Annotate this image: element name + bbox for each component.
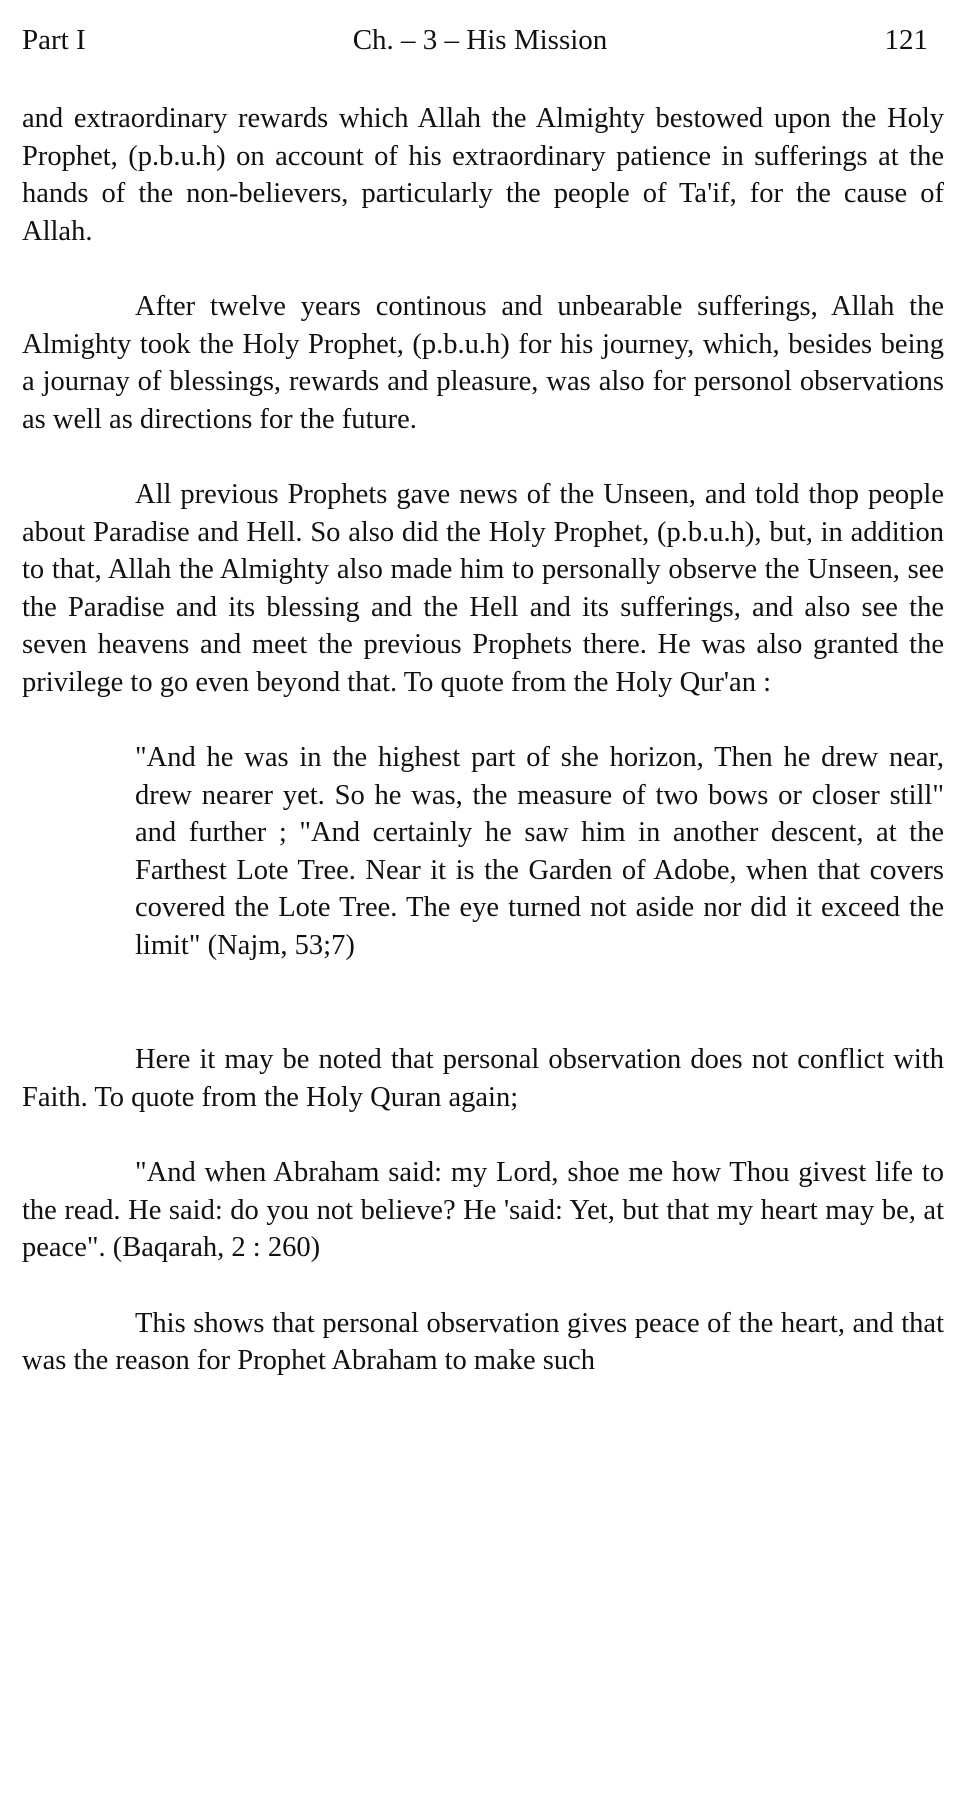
paragraph-1: and extraordinary rewards which Allah the Almighty bestowed upon the Holy Prophet, (p.b.u.h) on account of his extraordinary patience in sufferings at the hands of the non-believers, particularly the people of Ta'if, for the cause of Allah. — [22, 103, 944, 247]
paragraph-3: All previous Prophets gave news of the Unseen, and told thop people about Paradise and Hell. So also did the Holy Prophet, (p.b.u.h), but, in addition to that, Allah the Almighty also made him to personally observe the Unseen, see the Paradise and its blessing and the Hell and its sufferings, and also see the seven heavens and meet the previous Prophets there. He was also granted the privilege to go even beyond that. To quote from the Holy Qur'an : — [22, 479, 944, 698]
block-quote: "And he was in the highest part of she horizon, Then he drew near, drew nearer yet. So he was, the measure of two bows or closer still" and further ; "And certainly he saw him in another descent, at the Farthest Lote Tree. Near it is the Garden of Adobe, when that covers covered the Lote Tree. The eye turned not aside nor did it exceed the limit" (Najm, 53;7) — [135, 742, 944, 961]
paragraph-4: Here it may be noted that personal observation does not conflict with Faith. To quote from the Holy Quran again; — [22, 1044, 944, 1113]
page-number: 121 — [884, 24, 928, 56]
paragraph-2: After twelve years continous and unbearable sufferings, Allah the Almighty took the Holy Prophet, (p.b.u.h) for his journey, which, besides being a journay of blessings, rewards and pleasure, was also for personol observations as well as directions for the future. — [22, 291, 944, 435]
paragraph-6: This shows that personal observation gives peace of the heart, and that was the reason for Prophet Abraham to make such — [22, 1307, 944, 1376]
body-text — [22, 100, 944, 1380]
part-label: Part I — [22, 24, 86, 56]
paragraph-5: "And when Abraham said: my Lord, shoe me how Thou givest life to the read. He said: do you not believe? He 'said: Yet, but that my heart may be, at peace". (Baqarah, 2 : 260) — [22, 1157, 944, 1263]
running-header — [22, 20, 938, 60]
chapter-title: Ch. – 3 – His Mission — [352, 24, 608, 56]
